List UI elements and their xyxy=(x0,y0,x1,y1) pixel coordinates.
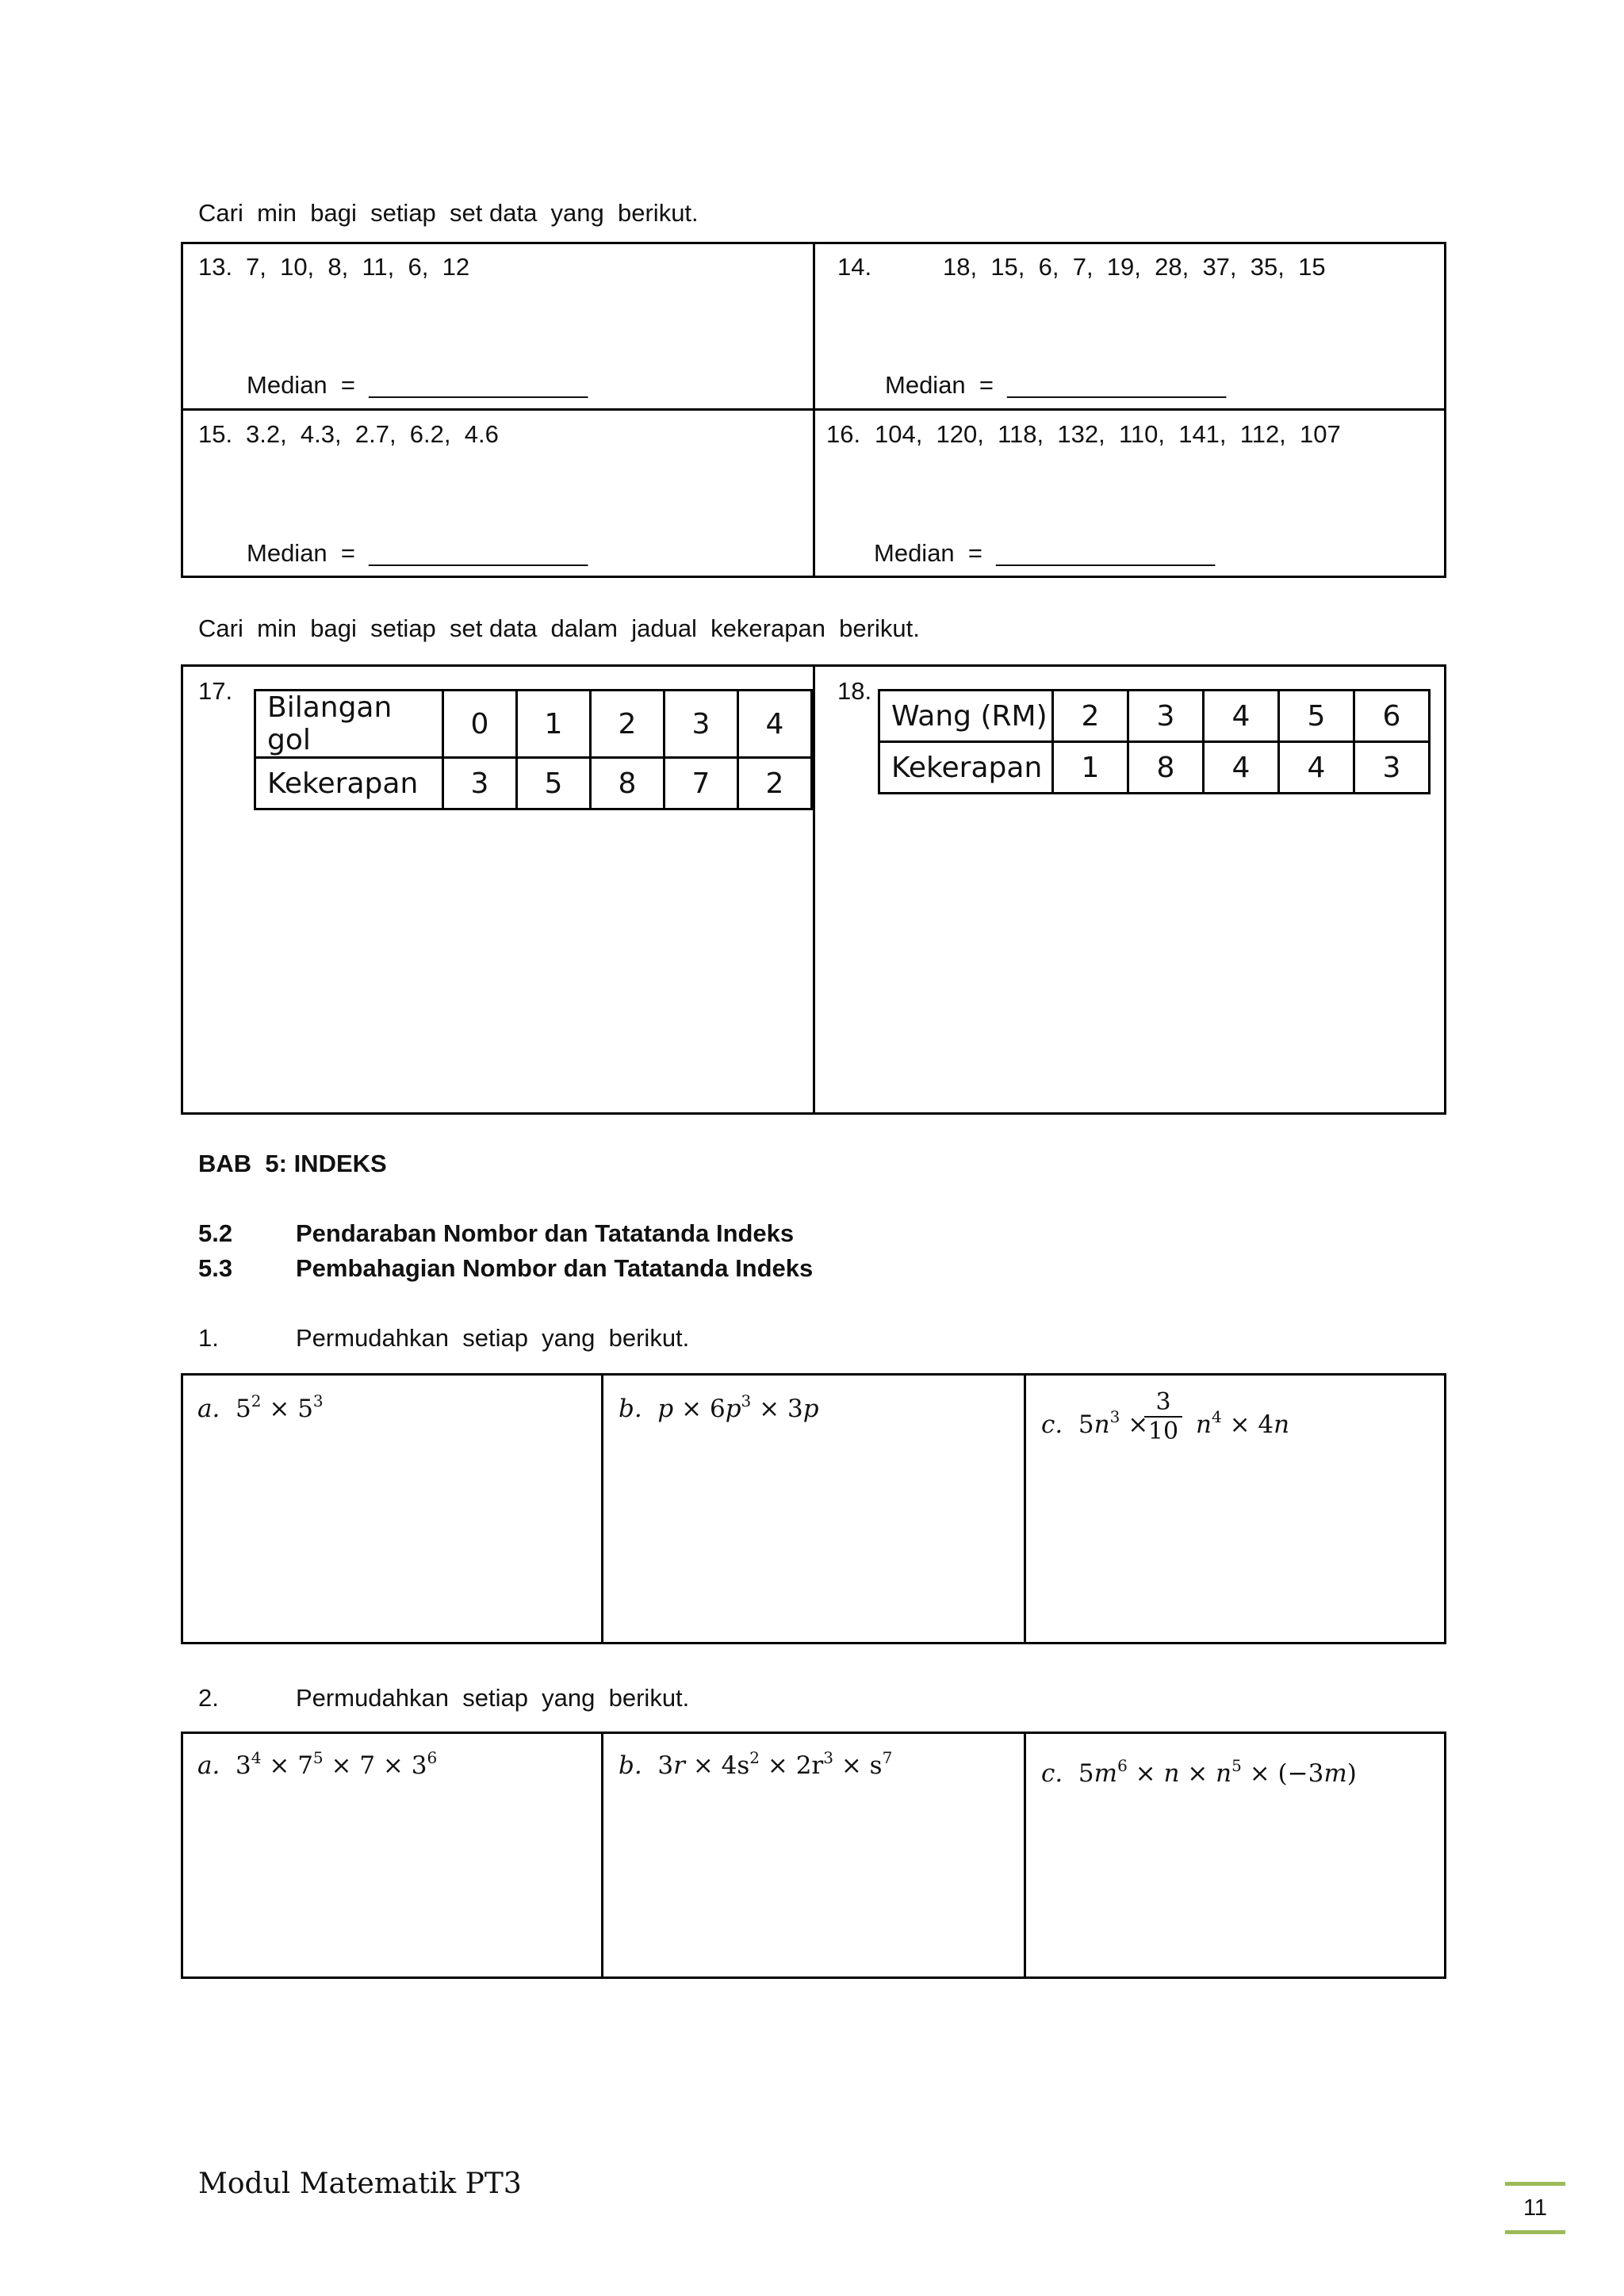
q14-data: 18, 15, 6, 7, 19, 28, 37, 35, 15 xyxy=(943,253,1326,281)
q1-part-c: c. $5n^3 \times n^4 \times 4n$ xyxy=(1041,1407,1290,1439)
table-cell: 0 xyxy=(443,691,517,758)
table-cell: 2 xyxy=(591,691,665,758)
q1-c-fraction: $\frac{3}{10}$ xyxy=(1144,1389,1182,1446)
table-cell: 4 xyxy=(1279,742,1354,794)
q2-number: 2. xyxy=(198,1684,219,1712)
q15-number: 15. xyxy=(198,420,233,448)
q18-frequency-table xyxy=(878,689,1431,794)
table-cell: 3 xyxy=(1354,742,1430,794)
table-cell: 3 xyxy=(443,758,517,809)
q1-part-a: a. $5^2 \times 5^3$ xyxy=(197,1391,324,1423)
part-label: c. xyxy=(1041,1410,1063,1439)
table-cell: 1 xyxy=(517,691,591,758)
table-header-cell: Bilangan gol xyxy=(255,691,443,758)
part-label: a. xyxy=(197,1751,220,1780)
q17-number: 17. xyxy=(198,677,233,705)
frequency-box-divider-v xyxy=(813,664,815,1115)
table-row xyxy=(879,742,1430,794)
instruction-frequency: Cari min bagi setiap set data dalam jadual kekerapan berikut. xyxy=(198,614,920,642)
table-cell: 1 xyxy=(1053,742,1128,794)
table-row xyxy=(255,758,812,809)
q2-box-divider-1 xyxy=(601,1732,603,1979)
q17-frequency-table xyxy=(254,689,813,810)
part-label: b. xyxy=(619,1751,642,1780)
table-header-cell: Kekerapan xyxy=(879,742,1053,794)
table-cell: 2 xyxy=(738,758,812,809)
q13-number: 13. xyxy=(198,253,233,281)
table-cell: 6 xyxy=(1354,691,1430,742)
mean-box-divider-h xyxy=(181,408,1446,411)
q16-data: 104, 120, 118, 132, 110, 141, 112, 107 xyxy=(875,420,1341,448)
module-title: Modul Matematik PT3 xyxy=(198,2168,522,2200)
subsection-title-5-2: Pendaraban Nombor dan Tatatanda Indeks xyxy=(296,1219,795,1247)
q1-box-divider-1 xyxy=(601,1373,603,1644)
q14-number: 14. xyxy=(837,253,872,281)
q2-part-a: a. $3^4 \times 7^5 \times 7 \times 3^6$ xyxy=(197,1748,438,1780)
subsection-number-5-3: 5.3 xyxy=(198,1254,233,1282)
table-cell: 8 xyxy=(1128,742,1204,794)
q16-answer-line: Median = ________________ xyxy=(874,539,1216,567)
q13-answer-line: Median = ________________ xyxy=(247,371,588,399)
q2-part-b: b. $3r \times 4s^2 \times 2r^3 \times s^7$ xyxy=(619,1748,893,1780)
part-label: b. xyxy=(619,1395,642,1423)
q1-instruction: Permudahkan setiap yang berikut. xyxy=(296,1324,690,1352)
q1-number: 1. xyxy=(198,1324,219,1352)
q2-part-c: c. $5m^6 \times n \times n^5 \times (-3m)$ xyxy=(1041,1756,1357,1788)
part-label: c. xyxy=(1041,1759,1063,1788)
q2-instruction: Permudahkan setiap yang berikut. xyxy=(296,1684,690,1712)
table-header-cell: Kekerapan xyxy=(255,758,443,809)
table-cell: 3 xyxy=(1128,691,1204,742)
q1-box-divider-2 xyxy=(1024,1373,1026,1644)
table-row xyxy=(879,691,1430,742)
table-cell: 4 xyxy=(738,691,812,758)
q15-answer-line: Median = ________________ xyxy=(247,539,588,567)
subsection-number-5-2: 5.2 xyxy=(198,1219,233,1247)
table-header-cell: Wang (RM) xyxy=(879,691,1053,742)
q18-number: 18. xyxy=(837,677,872,705)
table-cell: 5 xyxy=(517,758,591,809)
page-number: 11 xyxy=(1505,2182,1565,2234)
table-cell: 7 xyxy=(665,758,738,809)
part-label: a. xyxy=(197,1395,220,1423)
q16-number: 16. xyxy=(826,420,861,448)
chapter-title: BAB 5: INDEKS xyxy=(198,1150,387,1177)
q13-data: 7, 10, 8, 11, 6, 12 xyxy=(246,253,470,281)
q14-answer-line: Median = ________________ xyxy=(885,371,1227,399)
table-cell: 3 xyxy=(665,691,738,758)
q1-part-b: b. $p \times 6p^3 \times 3p$ xyxy=(619,1391,819,1423)
table-cell: 4 xyxy=(1204,742,1279,794)
table-cell: 4 xyxy=(1204,691,1279,742)
table-row xyxy=(255,691,812,758)
q2-box-divider-2 xyxy=(1024,1732,1026,1979)
table-cell: 8 xyxy=(591,758,665,809)
table-cell: 2 xyxy=(1053,691,1128,742)
instruction-mean: Cari min bagi setiap set data yang berikut. xyxy=(198,199,699,227)
table-cell: 5 xyxy=(1279,691,1354,742)
q15-data: 3.2, 4.3, 2.7, 6.2, 4.6 xyxy=(246,420,499,448)
subsection-title-5-3: Pembahagian Nombor dan Tatatanda Indeks xyxy=(296,1254,814,1282)
